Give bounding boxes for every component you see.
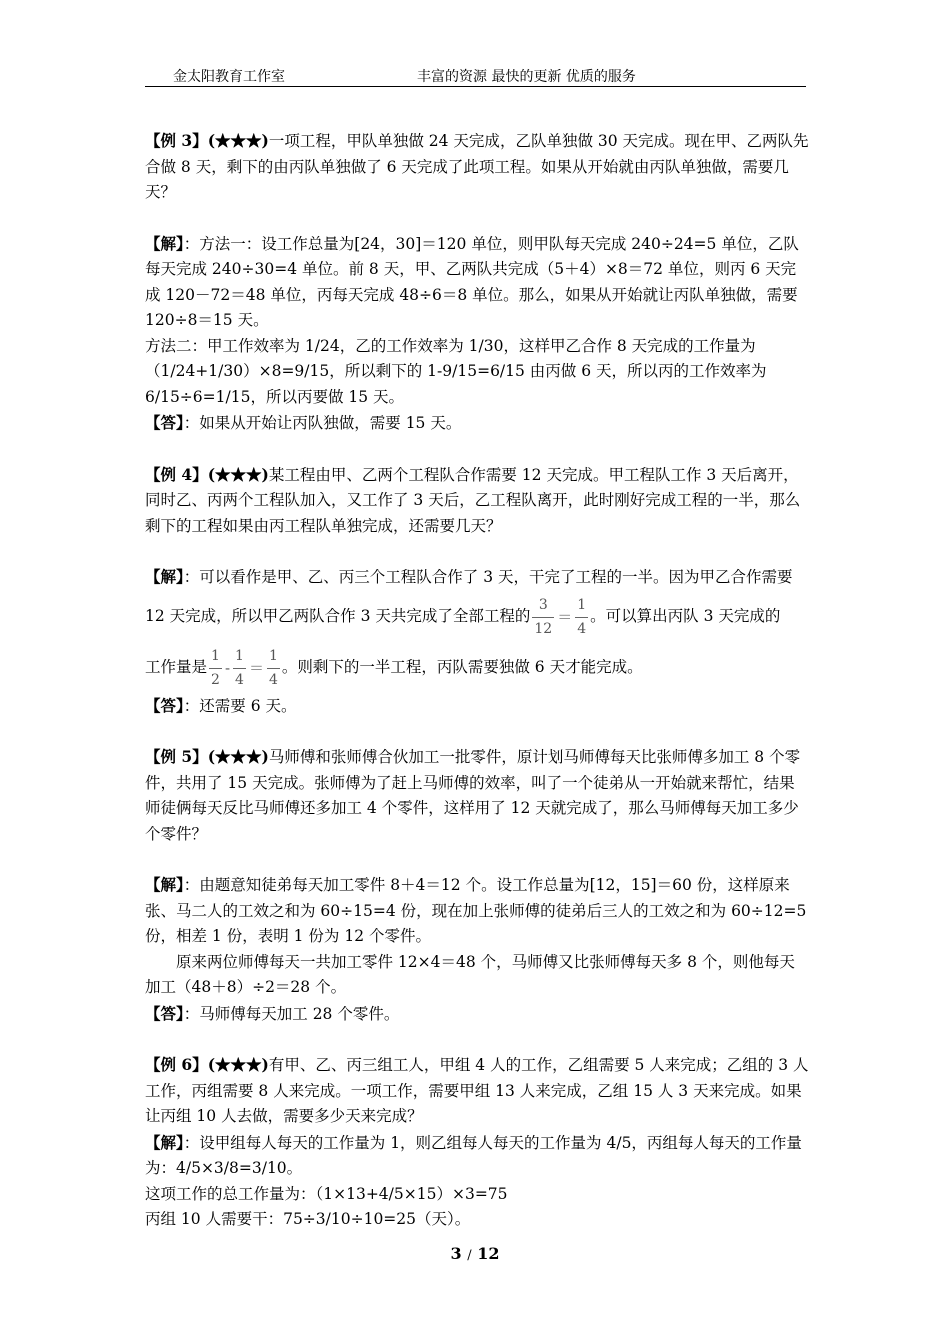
example-4-solution-line-1: 【解】：可以看作是甲、乙、丙三个工程队合作了 3 天，干完了工程的一半。因为甲乙合作需要 — [145, 567, 793, 586]
example-6-solution-line-3: 丙组 10 人需要干：75÷3/10÷10=25（天）。 — [145, 1210, 471, 1228]
example-4-solution-line-2: 12 天完成，所以甲乙两队合作 3 天共完成了全部工程的 $\frac{3}{12}$ ＝ $\frac{1}{4}$ 。可以算出丙队 3 天完成的 — [145, 596, 781, 637]
example-6-stars: (★★★) — [207, 1055, 269, 1074]
equals-sign: ＝ — [248, 658, 264, 677]
example-4-answer: 【答】：还需要 6 天。 — [145, 695, 297, 715]
example-5-solution-paragraph-2: 原来两位师傅每天一共加工零件 12×4＝48 个，马师傅又比张师傅每天多 8 个，则他每天加工（48＋8）÷2＝28 个。 — [145, 952, 795, 996]
example-5-question: 【例 5】(★★★)马师傅和张师傅合伙加工一批零件，原计划马师傅每天比张师傅多加工 8 个零件，共用了 15 天完成。张师傅为了赶上马师傅的效率，叫了一个徒弟从一开始就来帮忙，结果师徒俩每天反比马师傅还多加工 4 个零件，这样用了 12 天就完成了，那么马师傅每天加工多少个零件？ — [145, 747, 801, 843]
solution-tag: 【解】 — [145, 875, 184, 894]
example-3-solution-method-1: 【解】：方法一：设工作总量为[24，30]＝120 单位，则甲队每天完成 240÷24=5 单位，乙队每天完成 240÷30=4 单位。前 8 天，甲、乙两队共完成（5＋4）×8＝72 单位，则丙 6 天完成 120－72＝48 单位，丙每天完成 48÷6＝8 单位。那么，如果从开始就让丙队单独做，需要 120÷8＝15 天。 — [145, 233, 799, 329]
minus-sign: - — [224, 658, 231, 677]
example-4-tag: 【例 4】 — [145, 464, 208, 484]
example-6-tag: 【例 6】 — [145, 1055, 208, 1074]
example-5-answer: 【答】：马师傅每天加工 28 个零件。 — [145, 1003, 400, 1023]
example-5-solution-paragraph-1: 【解】：由题意知徒弟每天加工零件 8＋4＝12 个。设工作总量为[12，15]＝60 份，这样原来张、马二人的工效之和为 60÷15=4 份，现在加上张师傅的徒弟后三人的工效之和为 60÷12=5 份，相差 1 份，表明 1 份为 12 个零件。 — [145, 875, 807, 945]
example-5-tag: 【例 5】 — [145, 747, 208, 766]
fraction-1-4-result: $\frac{1}{4}$ — [268, 647, 278, 688]
example-6-solution-line-1: 【解】：设甲组每人每天的工作量为 1，则乙组每人每天的工作量为 4/5，丙组每人每天的工作量为：4/5×3/8=3/10。 — [145, 1132, 802, 1177]
example-4-solution-line-3: 工作量是 $\frac{1}{2}$ - $\frac{1}{4}$ ＝ $\frac{1}{4}$ 。则剩下的一半工程，丙队需要独做 6 天才能完成。 — [145, 647, 643, 688]
total-pages: 12 — [477, 1244, 500, 1263]
fraction-3-12: $\frac{3}{12}$ — [534, 596, 553, 637]
example-6-question: 【例 6】(★★★)有甲、乙、丙三组工人，甲组 4 人的工作，乙组需要 5 人来完成；乙组的 3 人工作，丙组需要 8 人来完成。一项工作，需要甲组 13 人来完成，乙组 15 人 3 天来完成。如果让丙组 10 人去做，需要多少天来完成？ — [145, 1055, 809, 1125]
fraction-1-2: $\frac{1}{2}$ — [211, 647, 220, 688]
answer-tag: 【答】 — [145, 695, 184, 715]
equals-sign: ＝ — [557, 607, 573, 626]
header-slogan: 丰富的资源 最快的更新 优质的服务 — [417, 69, 636, 85]
header-studio-name: 金太阳教育工作室 — [173, 69, 285, 85]
solution-tag: 【解】 — [145, 233, 184, 253]
page-number — [0, 1244, 950, 1263]
page-header — [145, 66, 806, 87]
solution-tag: 【解】 — [145, 567, 184, 586]
example-3-question: 【例 3】(★★★)一项工程，甲队单独做 24 天完成，乙队单独做 30 天完成。现在甲、乙两队先合做 8 天，剩下的由丙队单独做了 6 天完成了此项工程。如果从开始就由丙队单独做，需要几天？ — [145, 131, 809, 201]
document-body — [145, 128, 810, 1233]
example-4-stars: (★★★) — [207, 464, 269, 484]
current-page: 3 — [450, 1244, 462, 1263]
example-3-stars: (★★★) — [207, 131, 269, 150]
fraction-1-4: $\frac{1}{4}$ — [235, 647, 244, 688]
example-3-tag: 【例 3】 — [145, 131, 208, 150]
example-6-solution-line-2: 这项工作的总工作量为：（1×13+4/5×15）×3=75 — [145, 1184, 508, 1203]
example-4-question: 【例 4】(★★★)某工程由甲、乙两个工程队合作需要 12 天完成。甲工程队工作 3 天后离开，同时乙、丙两个工程队加入，又工作了 3 天后，乙工程队离开，此时刚好完成工程的一半，那么剩下的工程如果由丙工程队单独完成，还需要几天？ — [145, 464, 801, 535]
page-separator: / — [467, 1248, 472, 1263]
example-5-stars: (★★★) — [207, 747, 269, 766]
answer-tag: 【答】 — [145, 413, 184, 432]
answer-tag: 【答】 — [145, 1003, 184, 1023]
example-3-solution-method-2: 方法二：甲工作效率为 1/24，乙的工作效率为 1/30，这样甲乙合作 8 天完成的工作量为（1/24+1/30）×8=9/15，所以剩下的 1-9/15=6/15 由丙做 6 天，所以丙的工作效率为 6/15÷6=1/15，所以丙要做 15 天。 — [145, 336, 767, 406]
fraction-1-4: $\frac{1}{4}$ — [577, 596, 587, 637]
example-3-answer: 【答】：如果从开始让丙队独做，需要 15 天。 — [145, 413, 462, 432]
solution-tag: 【解】 — [145, 1132, 184, 1152]
